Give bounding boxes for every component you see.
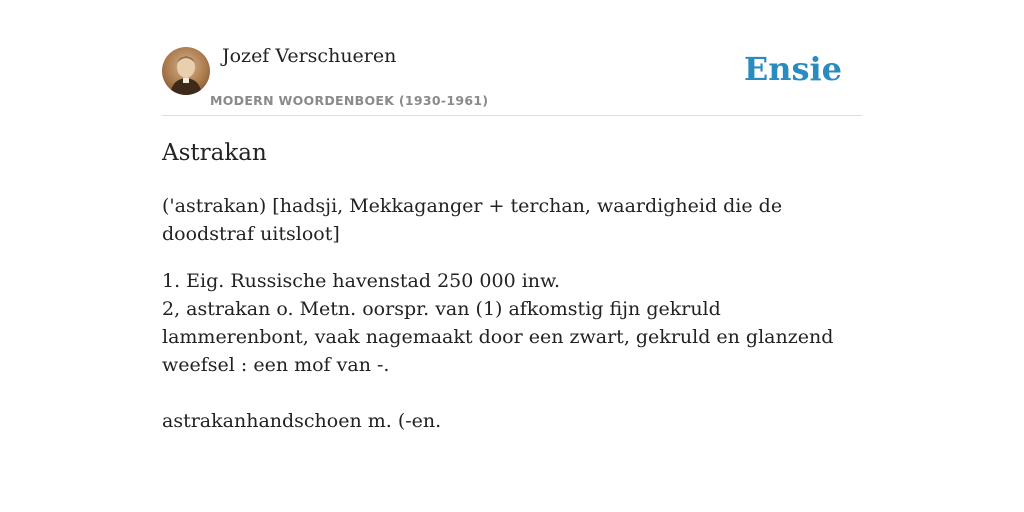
entry-header [162, 0, 862, 116]
entry-etymology: ('astrakan) [hadsji, Mekkaganger + terchan, waardigheid die de doodstraf uitsloot] [162, 195, 783, 245]
author-name[interactable]: Jozef Verschueren [222, 45, 397, 67]
entry-definition [162, 267, 862, 435]
source-label[interactable]: MODERN WOORDENBOEK (1930-1961) [210, 93, 489, 108]
author-avatar[interactable] [162, 47, 210, 95]
definition-spacer [162, 379, 862, 407]
portrait-icon [162, 47, 210, 95]
definition-sense-2: 2, astrakan o. Metn. oorspr. van (1) afkomstig fijn gekruld lammerenbont, vaak nagemaakt door een zwart, gekruld en glanzend weefsel : een mof van -. [162, 298, 834, 376]
derived-form: astrakanhandschoen m. (-en. [162, 410, 442, 432]
definition-sense-1: 1. Eig. Russische havenstad 250 000 inw. [162, 270, 561, 292]
brand-logo[interactable]: Ensie [743, 50, 842, 88]
entry-page [162, 0, 862, 432]
entry-headword: Astrakan [162, 140, 267, 166]
